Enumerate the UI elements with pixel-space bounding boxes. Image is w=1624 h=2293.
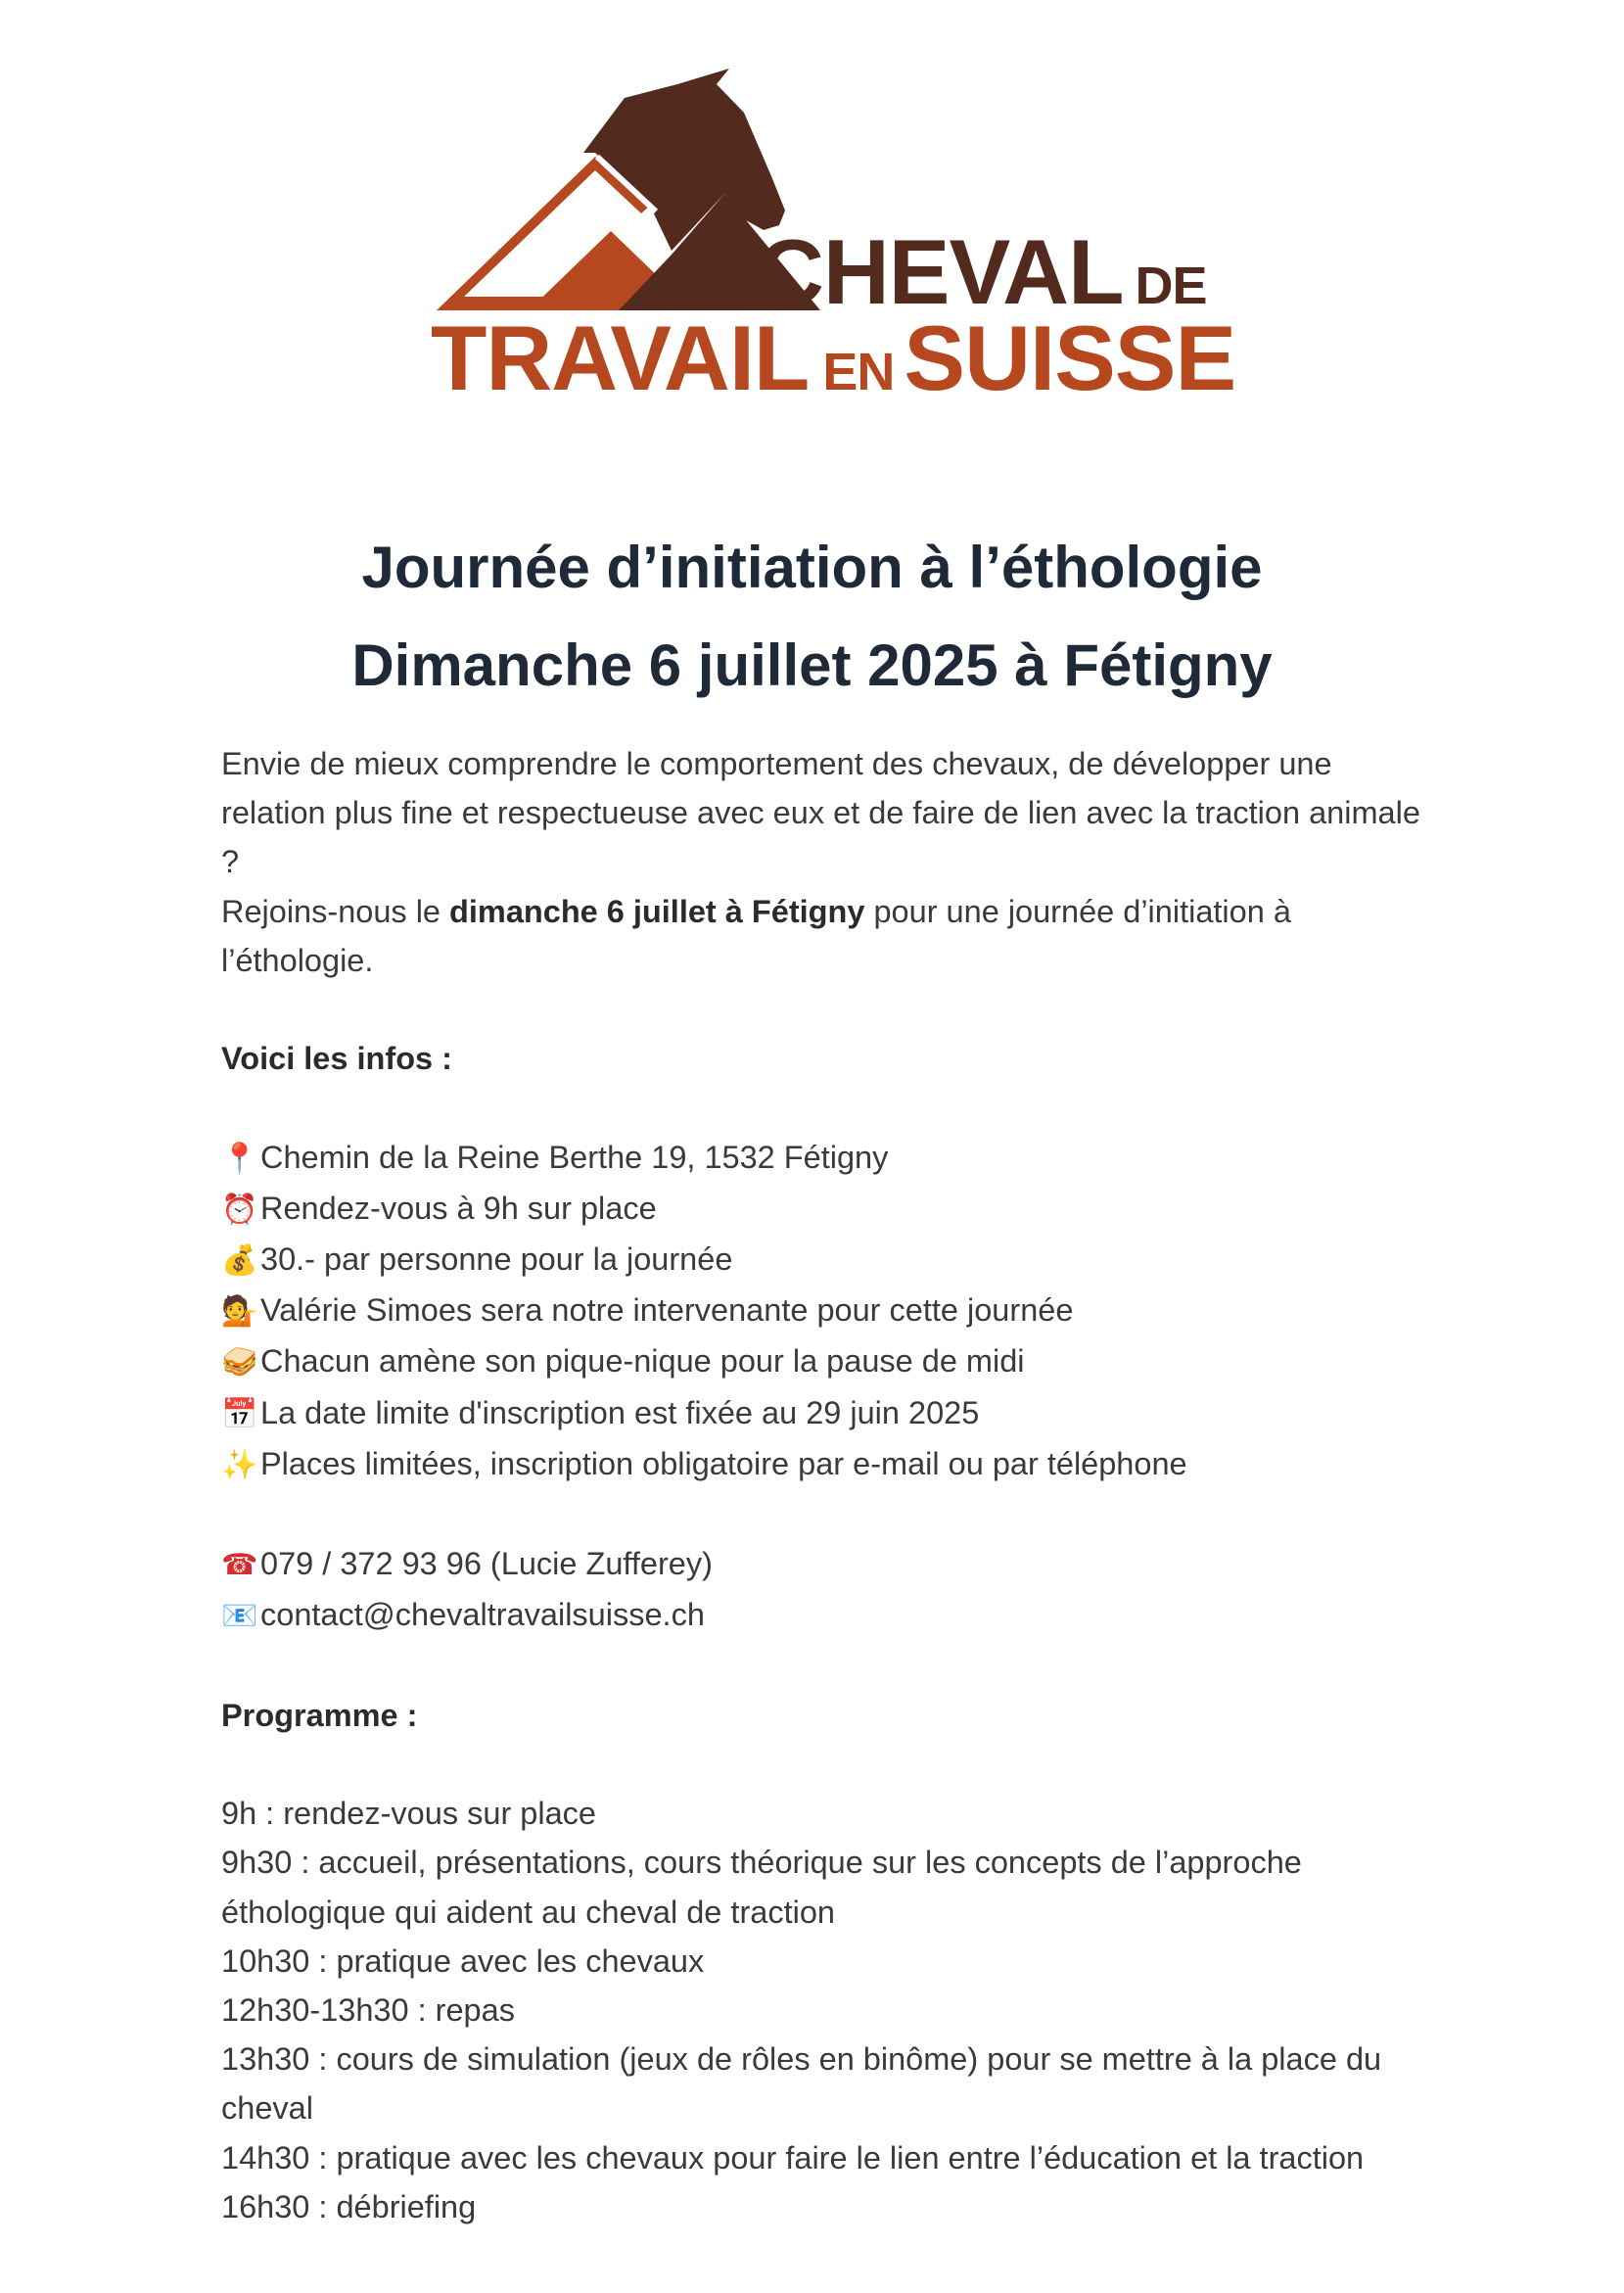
- person-tipping-hand-icon: 💁: [221, 1294, 258, 1330]
- calendar-icon: 📅: [221, 1396, 258, 1431]
- title-line-2: Dimanche 6 juillet 2025 à Fétigny: [351, 632, 1273, 698]
- info-lunch: Chacun amène son pique-nique pour la pause de midi: [260, 1343, 1025, 1380]
- intro-invitation: [221, 887, 1425, 985]
- info-deadline: La date limite d'inscription est fixée au 29 juin 2025: [260, 1394, 980, 1430]
- invitation-text-before: Rejoins-nous le: [221, 893, 450, 929]
- round-pushpin-icon: 📍: [221, 1141, 258, 1176]
- telephone-icon: ☎: [221, 1548, 258, 1583]
- info-item: [221, 1439, 1425, 1490]
- programme-heading-text: Programme :: [221, 1697, 418, 1733]
- page-title: [0, 519, 1624, 715]
- intro-paragraph: Envie de mieux comprendre le comportement des chevaux, de développer une relation plus fine et respectueuse avec eux et de faire de lien avec la traction animale ?: [221, 746, 1420, 880]
- info-meeting-time: Rendez-vous à 9h sur place: [260, 1190, 657, 1226]
- info-item: [221, 1336, 1425, 1387]
- contact-email: [221, 1590, 1425, 1641]
- programme-item: 10h30 : pratique avec les chevaux: [221, 1942, 705, 1979]
- info-item: [221, 1286, 1425, 1336]
- programme-item: 13h30 : cours de simulation (jeux de rôles en binôme) pour se mettre à la place du cheval: [221, 2041, 1382, 2127]
- info-item: [221, 1184, 1425, 1235]
- logo-word-travail: TRAVAIL: [431, 306, 810, 409]
- logo-text-line-2: [431, 305, 1235, 411]
- contact-phone: [221, 1539, 1425, 1590]
- programme-item: 14h30 : pratique avec les chevaux pour faire le lien entre l’éducation et la traction: [221, 2139, 1365, 2176]
- info-address: Chemin de la Reine Berthe 19, 1532 Fétigny: [260, 1139, 889, 1175]
- logo-word-en: EN: [822, 343, 895, 401]
- event-description: [221, 739, 1425, 2231]
- logo-word-de: DE: [1135, 257, 1207, 315]
- programme-item: 12h30-13h30 : repas: [221, 1992, 515, 2028]
- info-speaker: Valérie Simoes sera notre intervenante pour cette journée: [260, 1292, 1074, 1329]
- invitation-date-place: dimanche 6 juillet à Fétigny: [449, 893, 865, 929]
- logo-word-cheval: CHEVAL: [758, 220, 1124, 323]
- alarm-clock-icon: ⏰: [221, 1192, 258, 1227]
- logo-word-suisse: SUISSE: [904, 306, 1236, 409]
- info-item: [221, 1133, 1425, 1184]
- title-line-1: Journée d’initiation à l’éthologie: [361, 535, 1263, 600]
- info-price: 30.- par personne pour la journée: [260, 1241, 733, 1277]
- brand-logo: [431, 59, 1236, 409]
- invitation-text-after: pour une journée d’initiation à l’éthologie.: [221, 893, 1291, 978]
- programme-item: 9h : rendez-vous sur place: [221, 1796, 596, 1832]
- email-address[interactable]: contact@chevaltravailsuisse.ch: [260, 1597, 705, 1633]
- info-item: [221, 1235, 1425, 1286]
- programme-item: 16h30 : débriefing: [221, 2188, 477, 2224]
- infos-heading-text: Voici les infos :: [221, 1041, 452, 1077]
- phone-number[interactable]: 079 / 372 93 96 (Lucie Zufferey): [260, 1546, 713, 1582]
- programme-heading: [221, 1691, 1425, 1740]
- infos-heading: [221, 1034, 1425, 1083]
- money-bag-icon: 💰: [221, 1243, 258, 1278]
- programme-item: 9h30 : accueil, présentations, cours théorique sur les concepts de l’approche éthologique qui aident au cheval de traction: [221, 1845, 1302, 1930]
- sandwich-icon: 🥪: [221, 1345, 258, 1380]
- info-registration: Places limitées, inscription obligatoire par e-mail ou par téléphone: [260, 1445, 1187, 1481]
- envelope-icon: 📧: [221, 1599, 258, 1634]
- sparkles-icon: ✨: [221, 1447, 258, 1482]
- info-item: [221, 1388, 1425, 1439]
- logo-horse-head: [583, 69, 785, 251]
